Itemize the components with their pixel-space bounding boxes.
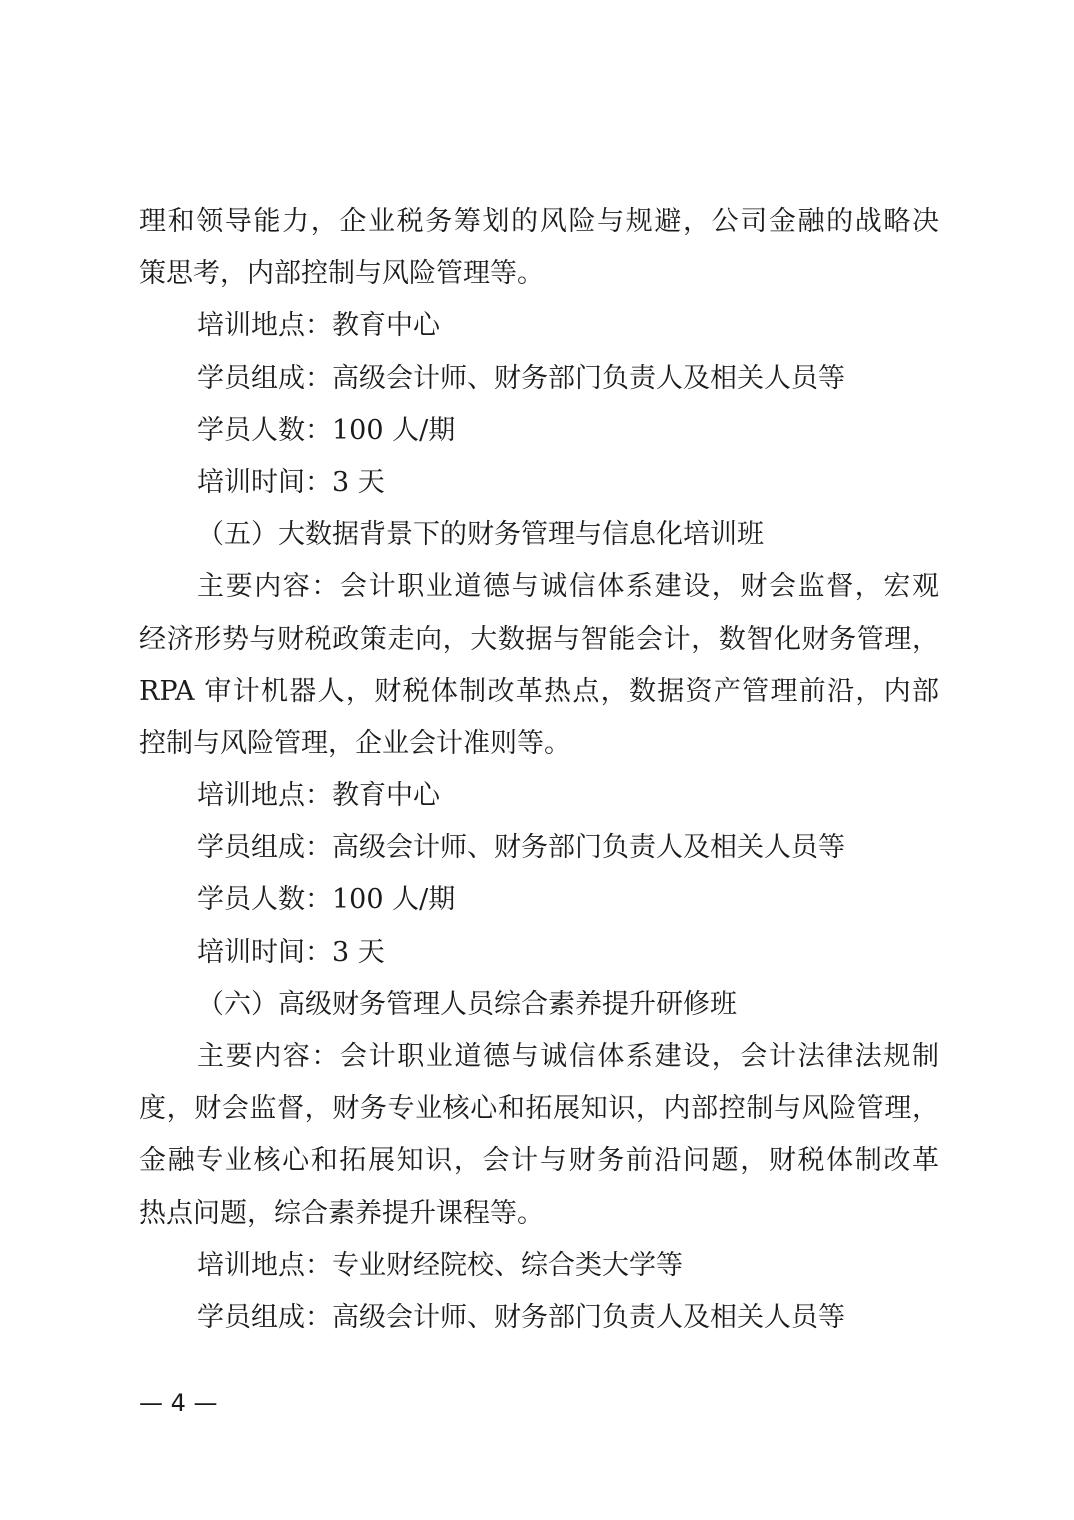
main-content-line: 主要内容：会计职业道德与诚信体系建设，财会监督，宏观 <box>197 571 939 603</box>
paragraph-line: 控制与风险管理，企业会计准则等。 <box>139 727 571 759</box>
section-heading: （五）大数据背景下的财务管理与信息化培训班 <box>197 519 764 551</box>
main-content-line: 主要内容：会计职业道德与诚信体系建设，会计法律法规制 <box>197 1041 939 1072</box>
paragraph-line: 理和领导能力，企业税务筹划的风险与规避，公司金融的战略决 <box>139 206 939 237</box>
paragraph-line: 金融专业核心和拓展知识，会计与财务前沿问题，财税体制改革 <box>139 1145 939 1177</box>
paragraph-line: 经济形势与财税政策走向，大数据与智能会计，数智化财务管理， <box>139 623 939 655</box>
training-duration: 培训时间：3 天 <box>197 936 385 968</box>
paragraph-line: 度，财会监督，财务专业核心和拓展知识，内部控制与风险管理， <box>139 1093 939 1125</box>
trainee-composition: 学员组成：高级会计师、财务部门负责人及相关人员等 <box>197 362 845 394</box>
training-location: 培训地点：专业财经院校、综合类大学等 <box>197 1249 683 1281</box>
section-heading: （六）高级财务管理人员综合素养提升研修班 <box>197 988 737 1020</box>
paragraph-line: 热点问题，综合素养提升课程等。 <box>139 1197 544 1229</box>
trainee-count: 学员人数：100 人/期 <box>197 884 456 916</box>
trainee-composition: 学员组成：高级会计师、财务部门负责人及相关人员等 <box>197 832 845 864</box>
training-location: 培训地点：教育中心 <box>197 310 440 342</box>
body-text <box>139 196 939 1344</box>
training-duration: 培训时间：3 天 <box>197 466 385 498</box>
page-number: — 4 — <box>139 1389 218 1417</box>
trainee-composition: 学员组成：高级会计师、财务部门负责人及相关人员等 <box>197 1301 845 1333</box>
training-location: 培训地点：教育中心 <box>197 780 440 812</box>
paragraph-line: RPA 审计机器人，财税体制改革热点，数据资产管理前沿，内部 <box>139 675 939 707</box>
trainee-count: 学员人数：100 人/期 <box>197 414 456 446</box>
paragraph-line: 策思考，内部控制与风险管理等。 <box>139 258 544 290</box>
